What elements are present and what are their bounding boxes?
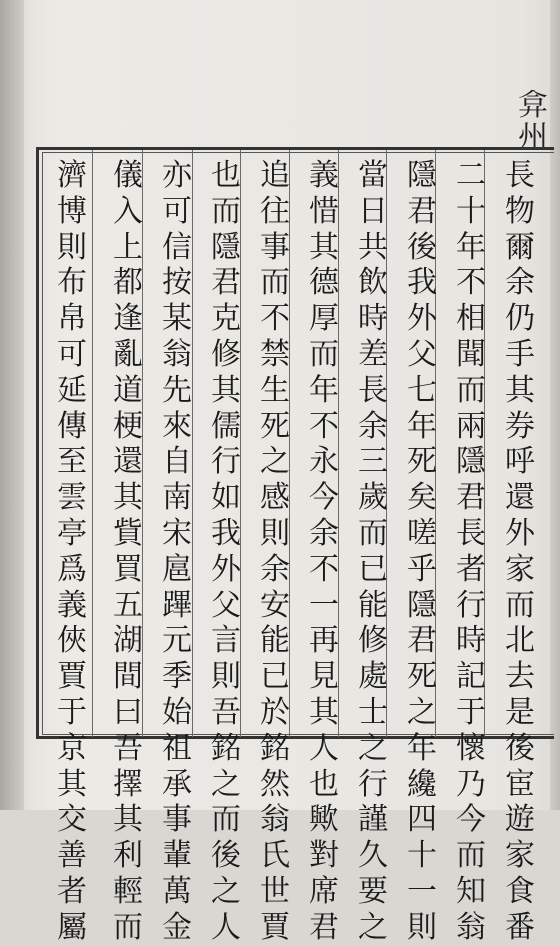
text-column-8 [153, 158, 201, 945]
text-char: 翁 [162, 336, 192, 372]
text-char: 之 [358, 909, 388, 945]
text-char: 謹 [358, 802, 388, 838]
text-char: 手 [505, 336, 535, 372]
text-char: 其 [309, 229, 339, 265]
text-char: 其 [57, 766, 87, 802]
text-char: 修 [211, 336, 241, 372]
text-char: 季 [162, 659, 192, 695]
text-char: 矣 [407, 480, 437, 516]
text-char: 而 [309, 336, 339, 372]
text-char: 逢 [113, 301, 143, 337]
text-char: 惜 [309, 193, 339, 229]
text-char: 間 [113, 659, 143, 695]
text-char: 歲 [358, 480, 388, 516]
text-char: 懷 [456, 730, 486, 766]
text-char: 爾 [505, 229, 535, 265]
text-char: 乃 [456, 766, 486, 802]
text-char: 也 [211, 158, 241, 193]
text-char: 追 [260, 158, 290, 193]
text-char: 來 [162, 408, 192, 444]
text-char: 嗟 [407, 515, 437, 551]
text-char: 記 [456, 659, 486, 695]
text-char: 飲 [358, 265, 388, 301]
text-char: 於 [260, 694, 290, 730]
text-char: 交 [57, 802, 87, 838]
text-char: 修 [358, 623, 388, 659]
text-char: 吾 [211, 694, 241, 730]
text-char: 余 [505, 265, 535, 301]
text-char: 能 [358, 587, 388, 623]
text-char: 輕 [113, 873, 143, 909]
text-char: 之 [260, 444, 290, 480]
text-char: 厚 [309, 301, 339, 337]
text-char: 者 [57, 873, 87, 909]
text-column-6 [251, 158, 299, 945]
text-char: 君 [309, 909, 339, 945]
text-char: 而 [456, 838, 486, 874]
text-char: 共 [358, 229, 388, 265]
text-char: 家 [505, 551, 535, 587]
text-char: 亦 [162, 158, 192, 193]
text-char: 行 [456, 587, 486, 623]
text-char: 濟 [57, 158, 87, 193]
text-char: 年 [309, 372, 339, 408]
text-char: 君 [407, 193, 437, 229]
text-char: 宋 [162, 515, 192, 551]
text-char: 往 [260, 193, 290, 229]
text-char: 是 [505, 694, 535, 730]
text-char: 君 [407, 623, 437, 659]
text-char: 輩 [162, 838, 192, 874]
text-char: 已 [260, 659, 290, 695]
text-char: 湖 [113, 623, 143, 659]
text-char: 外 [505, 515, 535, 551]
text-char: 不 [309, 551, 339, 587]
text-char: 能 [260, 623, 290, 659]
text-char: 萬 [162, 873, 192, 909]
text-char: 北 [505, 623, 535, 659]
text-char: 屬 [57, 909, 87, 945]
text-char: 俠 [57, 623, 87, 659]
text-char: 之 [407, 694, 437, 730]
text-char: 人 [211, 909, 241, 945]
text-char: 今 [456, 802, 486, 838]
text-char: 布 [57, 265, 87, 301]
text-char: 傳 [57, 408, 87, 444]
text-char: 纔 [407, 766, 437, 802]
text-char: 處 [358, 659, 388, 695]
text-char: 其 [113, 480, 143, 516]
text-char: 之 [211, 766, 241, 802]
text-char: 南 [162, 480, 192, 516]
text-char: 于 [456, 694, 486, 730]
text-char: 三 [358, 444, 388, 480]
text-column-9 [104, 158, 152, 945]
text-char: 死 [407, 659, 437, 695]
text-char: 父 [211, 587, 241, 623]
text-char: 而 [113, 909, 143, 945]
text-char: 後 [211, 838, 241, 874]
text-char: 對 [309, 838, 339, 874]
text-char: 年 [407, 408, 437, 444]
text-char: 外 [211, 551, 241, 587]
text-column-2 [447, 158, 495, 945]
text-char: 遊 [505, 802, 535, 838]
text-char: 爲 [57, 551, 87, 587]
text-char: 而 [456, 372, 486, 408]
text-char: 家 [505, 838, 535, 874]
text-char: 也 [309, 766, 339, 802]
text-char: 七 [407, 372, 437, 408]
text-char: 一 [309, 587, 339, 623]
text-char: 當 [358, 158, 388, 193]
text-char: 而 [358, 515, 388, 551]
text-char: 擇 [113, 766, 143, 802]
text-char: 席 [309, 873, 339, 909]
text-char: 按 [162, 265, 192, 301]
text-char: 不 [260, 301, 290, 337]
text-char: 長 [456, 515, 486, 551]
text-char: 歟 [309, 802, 339, 838]
text-char: 隱 [211, 229, 241, 265]
text-char: 義 [309, 158, 339, 193]
text-char: 買 [113, 551, 143, 587]
text-char: 其 [505, 372, 535, 408]
text-char: 承 [162, 766, 192, 802]
text-char: 賈 [57, 659, 87, 695]
text-char: 信 [162, 229, 192, 265]
text-char: 余 [358, 408, 388, 444]
text-char: 貲 [113, 515, 143, 551]
text-char: 之 [358, 730, 388, 766]
text-char: 四 [407, 802, 437, 838]
text-char: 氏 [260, 838, 290, 874]
text-char: 五 [113, 587, 143, 623]
book-spine [0, 0, 24, 810]
text-char: 不 [309, 408, 339, 444]
text-char: 而 [505, 587, 535, 623]
text-char: 元 [162, 623, 192, 659]
text-char: 翁 [456, 909, 486, 945]
text-char: 克 [211, 301, 241, 337]
text-char: 券 [505, 408, 535, 444]
text-char: 士 [358, 694, 388, 730]
text-char: 見 [309, 659, 339, 695]
text-char: 可 [162, 193, 192, 229]
header-char: 弇 [518, 90, 548, 123]
text-char: 善 [57, 838, 87, 874]
text-char: 曰 [113, 694, 143, 730]
text-char: 利 [113, 838, 143, 874]
text-char: 日 [358, 193, 388, 229]
text-char: 安 [260, 587, 290, 623]
text-char: 蹕 [162, 587, 192, 623]
text-char: 呼 [505, 444, 535, 480]
text-char: 去 [505, 659, 535, 695]
text-char: 君 [211, 265, 241, 301]
text-char: 事 [260, 229, 290, 265]
text-char: 祖 [162, 730, 192, 766]
text-char: 我 [407, 265, 437, 301]
text-char: 則 [407, 909, 437, 945]
text-char: 生 [260, 372, 290, 408]
text-char: 言 [211, 623, 241, 659]
text-char: 死 [407, 444, 437, 480]
text-char: 其 [309, 694, 339, 730]
text-column-1 [496, 158, 544, 945]
text-char: 博 [57, 193, 87, 229]
text-char: 如 [211, 480, 241, 516]
text-char: 余 [260, 551, 290, 587]
text-char: 外 [407, 301, 437, 337]
text-char: 世 [260, 873, 290, 909]
text-char: 年 [456, 229, 486, 265]
text-char: 而 [211, 802, 241, 838]
text-char: 宦 [505, 766, 535, 802]
text-char: 仍 [505, 301, 535, 337]
text-char: 今 [309, 480, 339, 516]
text-char: 聞 [456, 336, 486, 372]
text-char: 銘 [260, 730, 290, 766]
text-char: 自 [162, 444, 192, 480]
text-char: 還 [113, 444, 143, 480]
text-char: 君 [456, 480, 486, 516]
text-char: 兩 [456, 408, 486, 444]
text-char: 者 [456, 551, 486, 587]
text-char: 梗 [113, 408, 143, 444]
text-char: 儒 [211, 408, 241, 444]
text-char: 後 [407, 229, 437, 265]
page-header [506, 90, 560, 150]
text-char: 時 [358, 301, 388, 337]
text-char: 永 [309, 444, 339, 480]
text-char: 不 [456, 265, 486, 301]
text-char: 始 [162, 694, 192, 730]
text-char: 京 [57, 730, 87, 766]
text-char: 年 [407, 730, 437, 766]
text-char: 于 [57, 694, 87, 730]
text-char: 儀 [113, 158, 143, 193]
text-char: 番 [505, 909, 535, 945]
text-char: 食 [505, 873, 535, 909]
text-char: 差 [358, 336, 388, 372]
text-char: 之 [211, 873, 241, 909]
text-char: 而 [211, 193, 241, 229]
text-char: 二 [456, 158, 486, 193]
text-char: 一 [407, 873, 437, 909]
text-char: 銘 [211, 730, 241, 766]
text-char: 十 [456, 193, 486, 229]
text-char: 父 [407, 336, 437, 372]
text-char: 德 [309, 265, 339, 301]
text-char: 上 [113, 229, 143, 265]
text-char: 隱 [407, 587, 437, 623]
text-char: 禁 [260, 336, 290, 372]
text-char: 帛 [57, 301, 87, 337]
text-char: 還 [505, 480, 535, 516]
text-column-3 [398, 158, 446, 945]
text-char: 相 [456, 301, 486, 337]
text-char: 吾 [113, 730, 143, 766]
text-char: 可 [57, 336, 87, 372]
text-char: 其 [113, 802, 143, 838]
text-char: 而 [260, 265, 290, 301]
text-char: 入 [113, 193, 143, 229]
text-char: 其 [211, 372, 241, 408]
text-char: 則 [211, 659, 241, 695]
text-column-4 [349, 158, 397, 945]
text-char: 十 [407, 838, 437, 874]
text-char: 賈 [260, 909, 290, 945]
text-char: 事 [162, 802, 192, 838]
text-char: 翁 [260, 802, 290, 838]
text-char: 後 [505, 730, 535, 766]
text-char: 死 [260, 408, 290, 444]
text-char: 長 [505, 158, 535, 193]
text-char: 感 [260, 480, 290, 516]
text-column-5 [300, 158, 348, 945]
text-char: 隱 [407, 158, 437, 193]
text-char: 然 [260, 766, 290, 802]
text-column-10 [48, 158, 96, 945]
text-char: 則 [57, 229, 87, 265]
text-char: 再 [309, 623, 339, 659]
text-char: 至 [57, 444, 87, 480]
text-char: 知 [456, 873, 486, 909]
text-column-7 [202, 158, 250, 945]
text-char: 物 [505, 193, 535, 229]
text-char: 我 [211, 515, 241, 551]
text-char: 要 [358, 873, 388, 909]
text-char: 行 [358, 766, 388, 802]
text-char: 金 [162, 909, 192, 945]
text-char: 都 [113, 265, 143, 301]
text-char: 道 [113, 372, 143, 408]
text-char: 則 [260, 515, 290, 551]
text-char: 亂 [113, 336, 143, 372]
text-char: 隱 [456, 444, 486, 480]
text-char: 雲 [57, 480, 87, 516]
text-char: 亭 [57, 515, 87, 551]
text-char: 時 [456, 623, 486, 659]
text-char: 義 [57, 587, 87, 623]
text-char: 乎 [407, 551, 437, 587]
text-char: 長 [358, 372, 388, 408]
text-char: 人 [309, 730, 339, 766]
text-char: 行 [211, 444, 241, 480]
text-char: 已 [358, 551, 388, 587]
text-char: 久 [358, 838, 388, 874]
header-char: 州 [518, 120, 548, 150]
text-char: 先 [162, 372, 192, 408]
text-char: 余 [309, 515, 339, 551]
text-char: 延 [57, 372, 87, 408]
text-char: 扈 [162, 551, 192, 587]
text-char: 某 [162, 301, 192, 337]
